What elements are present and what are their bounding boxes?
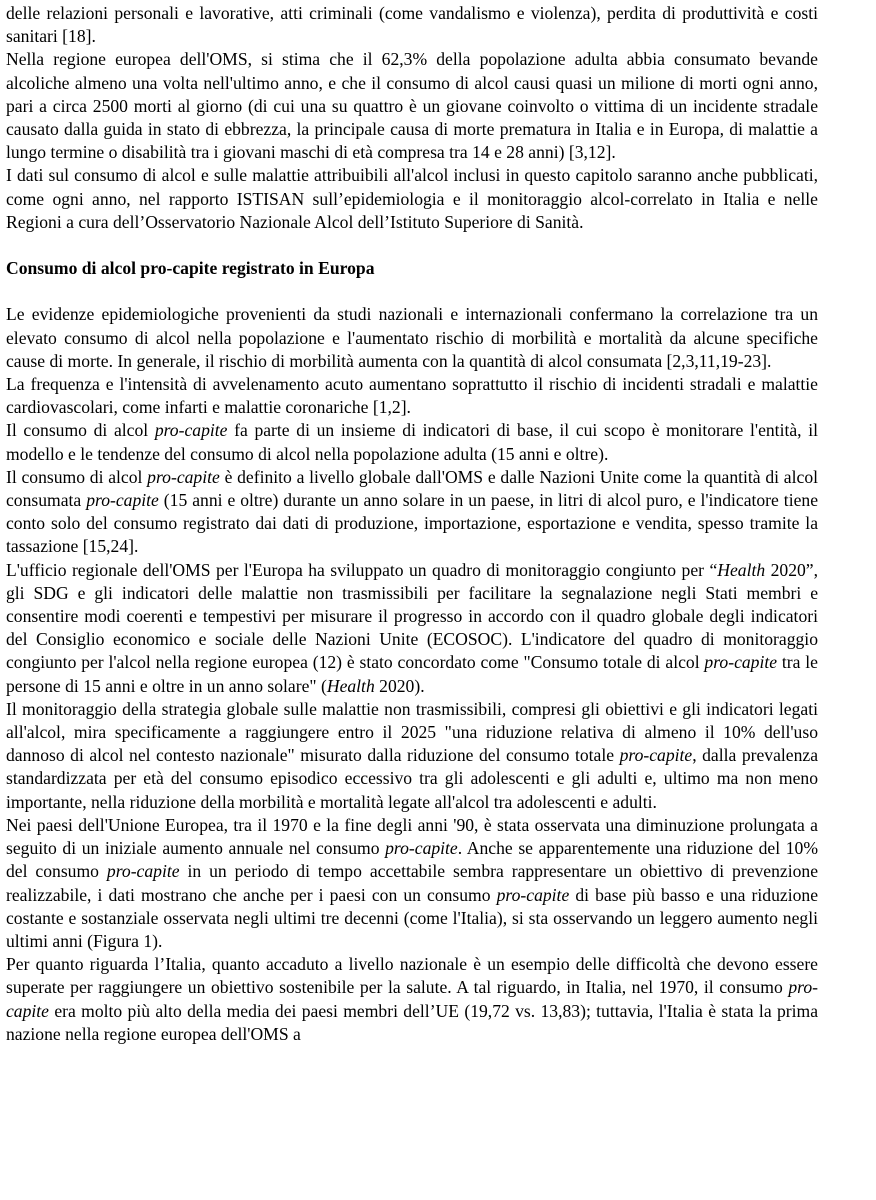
emphasis-text: pro-capite — [154, 420, 228, 441]
emphasis-text: Health — [326, 675, 375, 696]
paragraph: Il monitoraggio della strategia globale sulle malattie non trasmissibili, compresi gli obiettivi e gli indicatori legati all'alcol, mira specificamente a raggiungere entro il 2025 "una riduzione relativa di almeno il 10% dell'uso dannoso di alcol nel contesto nazionale" misurato dalla riduzione del consumo totale pro-capite, dalla prevalenza standardizzata per età del consumo episodico eccessivo tra gli adolescenti e gli adulti e, ultimo ma non meno importante, nella riduzione della morbilità e mortalità legate all'alcol tra adolescenti e adulti. — [6, 698, 818, 812]
paragraph: Le evidenze epidemiologiche provenienti da studi nazionali e internazionali confermano la correlazione tra un elevato consumo di alcol nella popolazione e l'aumentato rischio di morbilità e mortalità da alcune specifiche cause di morte. In generale, il rischio di morbilità aumenta con la quantità di alcol consumata [2,3,11,19-23]. — [6, 304, 818, 371]
paragraph: Per quanto riguarda l’Italia, quanto accaduto a livello nazionale è un esempio delle difficoltà che devono essere superate per raggiungere un obiettivo sostenibile per la salute. A tal riguardo, in Italia, nel 1970, il consumo pro-capite era molto più alto della media dei paesi membri dell’UE (19,72 vs. 13,83); tuttavia, l'Italia è stata la prima nazione nella regione europea dell'OMS a — [6, 954, 818, 1044]
paragraph: La frequenza e l'intensità di avvelenamento acuto aumentano soprattutto il rischio di incidenti stradali e malattie cardiovascolari, come infarti e malattie coronariche [1,2]. — [6, 374, 818, 418]
emphasis-text: pro-capite — [86, 490, 159, 511]
paragraph: delle relazioni personali e lavorative, atti criminali (come vandalismo e violenza), perdita di produttività e costi sanitari [18]. — [6, 3, 818, 47]
emphasis-text: pro-capite — [6, 977, 818, 1021]
emphasis-text: Health — [717, 559, 766, 580]
emphasis-text: pro-capite — [147, 466, 220, 487]
emphasis-text: pro-capite — [704, 652, 778, 673]
section-heading: Consumo di alcol pro-capite registrato in Europa — [6, 258, 375, 279]
paragraph: I dati sul consumo di alcol e sulle malattie attribuibili all'alcol inclusi in questo capitolo saranno anche pubblicati, come ogni anno, nel rapporto ISTISAN sull’epidemiologia e il monitoraggio alcol-correlato in Italia e nelle Regioni a cura dell’Osservatorio Nazionale Alcol dell’Istituto Superiore di Sanità. — [6, 165, 818, 232]
emphasis-text: pro-capite — [106, 861, 180, 882]
paragraph: Nella regione europea dell'OMS, si stima che il 62,3% della popolazione adulta abbia consumato bevande alcoliche almeno una volta nell'ultimo anno, e che il consumo di alcol causi quasi un milione di morti ogni anno, pari a circa 2500 morti al giorno (di cui una su quattro è un giovane coinvolto o vittima di un incidente stradale causato dalla guida in stato di ebbrezza, la principale causa di morte prematura in Italia e in Europa, di malattie a lungo termine o disabilità tra i giovani maschi di età compresa tra 14 e 28 anni) [3,12]. — [6, 49, 818, 163]
paragraph: Il consumo di alcol pro-capite è definito a livello globale dall'OMS e dalle Nazioni Unite come la quantità di alcol consumata pro-capite (15 anni e oltre) durante un anno solare in un paese, in litri di alcol puro, e l'indicatore tiene conto solo del consumo registrato dai dati di produzione, importazione, esportazione e vendita, spesso tramite la tassazione [15,24]. — [6, 466, 819, 557]
paragraph: L'ufficio regionale dell'OMS per l'Europa ha sviluppato un quadro di monitoraggio congiunto per “Health 2020”, gli SDG e gli indicatori delle malattie non trasmissibili per facilitare la segnalazione negli Stati membri e consentire modi coerenti e tempestivi per misurare il progresso in accordo con il quadro globale degli indicatori del Consiglio economico e sociale delle Nazioni Unite (ECOSOC). L'indicatore del quadro di monitoraggio congiunto per l'alcol nella regione europea (12) è stato concordato come "Consumo totale di alcol pro-capite tra le persone di 15 anni e oltre in un anno solare" (Health 2020). — [6, 559, 818, 696]
paragraph: Il consumo di alcol pro-capite fa parte di un insieme di indicatori di base, il cui scopo è monitorare l'entità, il modello e le tendenze del consumo di alcol nella popolazione adulta (15 anni e oltre). — [6, 420, 818, 464]
paragraph: Nei paesi dell'Unione Europea, tra il 1970 e la fine degli anni '90, è stata osservata una diminuzione prolungata a seguito di un iniziale aumento annuale nel consumo pro-capite. Anche se apparentemente una riduzione del 10% del consumo pro-capite in un periodo di tempo accettabile sembra rappresentare un obiettivo di prevenzione realizzabile, i dati mostrano che anche per i paesi con un consumo pro-capite di base più basso e una riduzione costante e sostanziale osservata negli ultimi tre decenni (come l'Italia), si sta osservando un leggero aumento negli ultimi anni (Figura 1). — [6, 814, 819, 951]
emphasis-text: pro-capite — [385, 838, 458, 859]
emphasis-text: pro-capite — [619, 745, 693, 766]
emphasis-text: pro-capite — [496, 884, 570, 905]
